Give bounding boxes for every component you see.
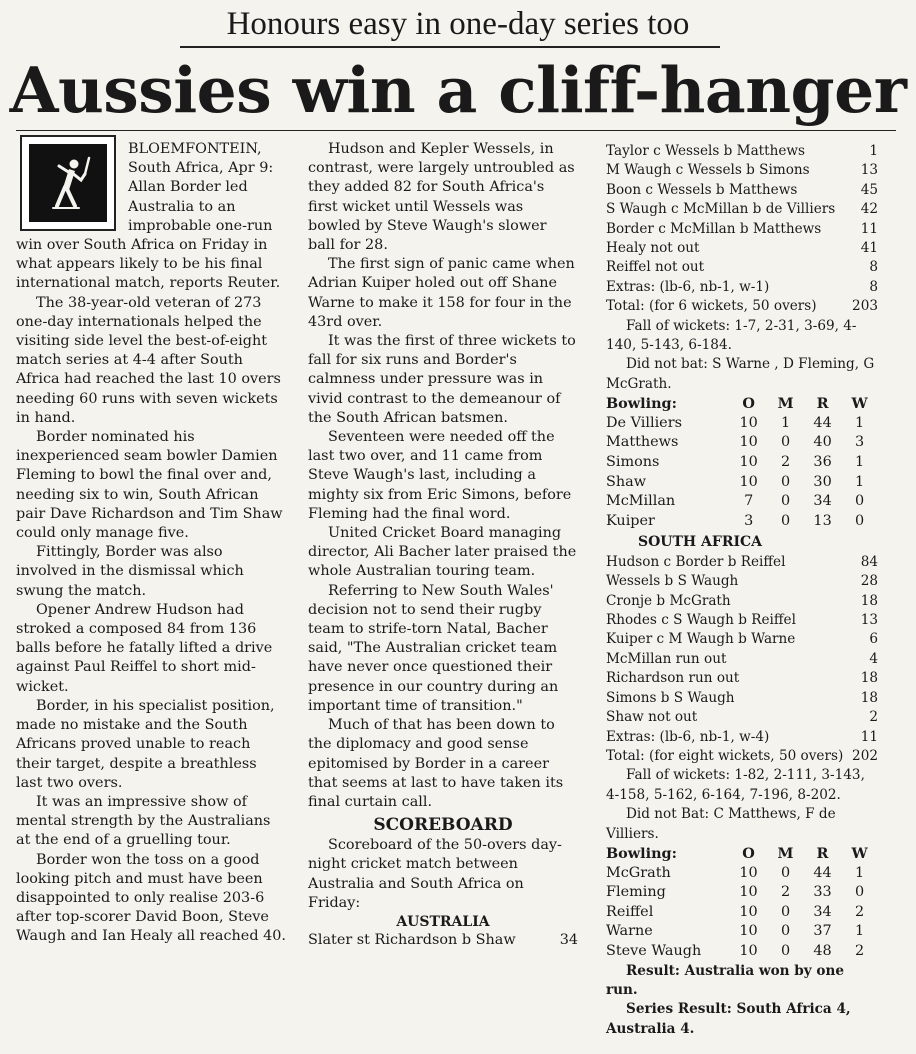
fall-of-wickets: Fall of wickets: 1-82, 2-111, 3-143, 4-158, 5-162, 6-164, 7-196, 8-202. bbox=[606, 767, 865, 803]
batsman-name: Total: (for 6 wickets, 50 overs) bbox=[606, 298, 817, 315]
scoreboard-column bbox=[606, 142, 878, 1039]
batting-row bbox=[606, 669, 878, 688]
batsman-runs: 45 bbox=[860, 181, 878, 198]
batsman-name: Cronje b McGrath bbox=[606, 592, 731, 609]
bowling-cell: 2 bbox=[854, 903, 865, 920]
article-paragraph: The first sign of panic came when Adrian Kuiper holed out off Shane Warne to make it 158 for four in the 43rd over. bbox=[308, 256, 575, 330]
batting-row bbox=[606, 689, 878, 708]
bowling-cell: Simons bbox=[606, 454, 660, 471]
bowling-cell: 3 bbox=[744, 512, 754, 529]
bowling-cell: 10 bbox=[739, 414, 758, 431]
batsman-runs: 18 bbox=[860, 670, 878, 687]
bowling-header-cell: M bbox=[777, 844, 794, 862]
batsman-name: Border c McMillan b Matthews bbox=[606, 220, 822, 237]
kicker-underline bbox=[180, 46, 720, 48]
batsman-runs: 4 bbox=[869, 650, 878, 667]
headline: Aussies win a cliff-hanger bbox=[9, 53, 907, 127]
batsman-runs: 84 bbox=[860, 553, 878, 570]
batsman-name: Rhodes c S Waugh b Reiffel bbox=[606, 612, 796, 629]
bowling-cell: 1 bbox=[854, 454, 865, 471]
did-not-bat: Did not bat: S Warne , D Fleming, G McGrath. bbox=[606, 356, 875, 392]
bowling-cell: 10 bbox=[739, 454, 758, 471]
batsman-runs: 18 bbox=[860, 592, 878, 609]
batsman-name: Kuiper c M Waugh b Warne bbox=[606, 631, 796, 648]
bowling-cell: 0 bbox=[781, 434, 791, 451]
bowling-cell: Matthews bbox=[606, 434, 679, 451]
batting-row bbox=[606, 239, 878, 258]
south-africa-heading: SOUTH AFRICA bbox=[638, 534, 763, 551]
batsman-runs: 42 bbox=[860, 201, 878, 218]
batsman-runs: 8 bbox=[869, 278, 878, 295]
bowling-header-cell: Bowling: bbox=[606, 844, 677, 862]
batting-row bbox=[606, 553, 878, 572]
bowling-cell: 10 bbox=[739, 942, 758, 959]
batting-row bbox=[606, 592, 878, 611]
batting-row bbox=[606, 297, 878, 316]
bowling-cell: 48 bbox=[813, 942, 832, 959]
bowling-header-cell: R bbox=[816, 844, 829, 862]
bowling-cell: Warne bbox=[606, 923, 653, 940]
bowling-cell: 1 bbox=[854, 473, 865, 490]
batsman-runs: 11 bbox=[860, 220, 878, 237]
bowling-cell: 0 bbox=[780, 903, 791, 920]
bowling-cell: 33 bbox=[813, 884, 832, 901]
bowling-row bbox=[606, 433, 878, 453]
bowling-cell: 2 bbox=[854, 942, 865, 959]
bowling-cell: 1 bbox=[854, 414, 865, 431]
batsman-name: Simons b S Waugh bbox=[606, 689, 735, 706]
bowling-row bbox=[606, 512, 878, 532]
batsman-runs: 8 bbox=[869, 259, 878, 276]
bowling-cell: 0 bbox=[854, 493, 865, 510]
bowling-cell: 0 bbox=[780, 923, 791, 940]
bowling-row bbox=[606, 473, 878, 493]
batsman-runs: 203 bbox=[852, 298, 878, 315]
bowling-cell: McGrath bbox=[606, 864, 671, 881]
article-paragraph: Border nominated his inexperienced seam bowler Damien Fleming to bowl the final over and, needing six to win, South African pair Dave Richardson and Tim Shaw could only manage five. bbox=[16, 429, 283, 542]
batsman-name: Boon c Wessels b Matthews bbox=[606, 181, 798, 198]
article-paragraph: Border, in his specialist position, made no mistake and the South Africans proved unable to reach their target, despite a breathless last two overs. bbox=[16, 697, 275, 791]
bowling-cell: 0 bbox=[780, 942, 791, 959]
bowling-cell: Fleming bbox=[606, 884, 666, 901]
batting-row bbox=[606, 161, 878, 180]
article-paragraph: The 38-year-old veteran of 273 one-day internationals helped the visiting side level the best-of-eight match series at 4-4 after South Africa had reached the last 10 overs needing 60 runs with seven wickets in hand. bbox=[16, 294, 281, 426]
batsman-name: Richardson run out bbox=[606, 670, 740, 687]
bowling-cell: 0 bbox=[781, 512, 791, 529]
series-result: Series Result: South Africa 4, Australia 4. bbox=[606, 1001, 851, 1037]
article-paragraph: Fittingly, Border was also involved in the dismissal which swung the match. bbox=[16, 544, 244, 599]
bowling-cell: Steve Waugh bbox=[606, 942, 702, 959]
bowling-header-cell: Bowling: bbox=[606, 395, 677, 413]
batting-row bbox=[606, 630, 878, 649]
bowling-cell: 36 bbox=[813, 454, 832, 471]
batting-row bbox=[606, 708, 878, 727]
scoreboard-heading: SCOREBOARD bbox=[373, 815, 513, 836]
bowling-cell: 10 bbox=[739, 923, 758, 940]
batting-row bbox=[606, 278, 878, 297]
bowling-cell: 44 bbox=[813, 864, 832, 881]
article-paragraph: It was the first of three wickets to fall for six runs and Border's calmness under pressure was in vivid contrast to the demeanour of the South African batsmen. bbox=[308, 333, 576, 426]
batsman-runs: 34 bbox=[559, 931, 578, 948]
batsman-runs: 1 bbox=[869, 143, 878, 159]
bowling-cell: 2 bbox=[781, 454, 791, 471]
batsman-runs: 13 bbox=[860, 162, 878, 179]
scoreboard-intro: Scoreboard of the 50-overs day-night cricket match between Australia and South Africa on Friday: bbox=[308, 837, 562, 911]
article-paragraph: It was an impressive show of mental strength by the Australians at the end of a gruelling tour. bbox=[16, 793, 271, 849]
article-paragraph: Referring to New South Wales' decision not to send their rugby team to strife-torn Natal, Bacher said, "The Australian cricket team have never once questioned their presence in our country during an important time of transition." bbox=[308, 582, 559, 714]
batsman-runs: 11 bbox=[860, 728, 878, 745]
bowling-cell: Shaw bbox=[606, 473, 647, 490]
bowling-cell: 34 bbox=[813, 493, 832, 510]
batting-row bbox=[606, 747, 878, 766]
bowling-row bbox=[606, 883, 878, 903]
fall-of-wickets: Fall of wickets: 1-7, 2-31, 3-69, 4-140, 5-143, 6-184. bbox=[606, 317, 857, 354]
bowling-header-cell: W bbox=[851, 844, 868, 862]
article-paragraph: Hudson and Kepler Wessels, in contrast, were largely untroubled as they added 82 for South Africa's first wicket until Wessels was bowled by Steve Waugh's slower ball for 28. bbox=[308, 141, 575, 254]
batsman-name: Slater st Richardson b Shaw bbox=[308, 931, 516, 948]
article-paragraph: BLOEMFONTEIN, South Africa, Apr 9: Allan Border led Australia to an improbable one-run win over South Africa on Friday in what appears likely to be his final international match, reports Reuter. bbox=[16, 141, 281, 292]
bowling-cell: Kuiper bbox=[606, 512, 655, 529]
batsman-name: Wessels b S Waugh bbox=[606, 573, 739, 590]
batsman-name: Extras: (lb-6, nb-1, w-1) bbox=[606, 278, 770, 295]
bowling-cell: 1 bbox=[781, 414, 791, 431]
bowling-cell: 7 bbox=[744, 493, 754, 510]
bowling-cell: 0 bbox=[781, 493, 791, 510]
bowling-cell: 1 bbox=[854, 923, 865, 940]
bowling-cell: 10 bbox=[739, 434, 758, 451]
batting-row bbox=[606, 142, 878, 161]
bowling-row bbox=[606, 922, 878, 942]
bowling-cell: 2 bbox=[780, 884, 791, 901]
batsman-name: S Waugh c McMillan b de Villiers bbox=[606, 201, 836, 218]
bowling-cell: De Villiers bbox=[606, 414, 682, 431]
batsman-runs: 13 bbox=[860, 612, 878, 629]
bowling-row bbox=[606, 942, 878, 962]
article-paragraph: Seventeen were needed off the last two over, and 11 came from Steve Waugh's last, including a mighty six from Eric Simons, before Fleming had the final word. bbox=[308, 429, 572, 522]
kicker: Honours easy in one-day series too bbox=[226, 6, 690, 42]
bowling-cell: 44 bbox=[813, 414, 832, 431]
batsman-name: Shaw not out bbox=[606, 709, 698, 726]
bowling-header-cell: O bbox=[742, 844, 755, 862]
bowling-cell: 37 bbox=[813, 923, 832, 940]
batsman-name: Reiffel not out bbox=[606, 259, 705, 276]
batsman-runs: 41 bbox=[860, 240, 878, 257]
article-paragraph: United Cricket Board managing director, Ali Bacher later praised the whole Australian touring team. bbox=[308, 525, 577, 580]
batting-row bbox=[606, 611, 878, 630]
batsman-runs: 28 bbox=[860, 573, 878, 590]
bowling-header-cell: M bbox=[777, 395, 794, 413]
did-not-bat: Did not Bat: C Matthews, F de Villiers. bbox=[606, 806, 836, 842]
batsman-name: Healy not out bbox=[606, 240, 700, 257]
batsman-name: M Waugh c Wessels b Simons bbox=[606, 162, 810, 179]
batting-row bbox=[308, 931, 578, 950]
bowling-cell: 0 bbox=[854, 512, 865, 529]
australia-heading: AUSTRALIA bbox=[396, 913, 490, 930]
batting-row bbox=[606, 258, 878, 277]
batsman-runs: 2 bbox=[869, 709, 878, 726]
bowling-cell: 34 bbox=[813, 903, 832, 920]
bowling-row bbox=[606, 453, 878, 473]
batting-row bbox=[606, 650, 878, 669]
bowling-cell: 10 bbox=[739, 473, 758, 490]
article-paragraph: Opener Andrew Hudson had stroked a composed 84 from 136 balls before he fatally lifted a drive against Paul Reiffel to short mid-wicket. bbox=[16, 601, 273, 695]
article-column-1 bbox=[16, 140, 286, 947]
bowling-cell: 40 bbox=[813, 434, 832, 451]
bowling-cell: McMillan bbox=[606, 493, 676, 510]
bowling-cell: Reiffel bbox=[606, 903, 654, 920]
bowling-row bbox=[606, 903, 878, 923]
bowling-row bbox=[606, 864, 878, 884]
bowling-row bbox=[606, 414, 878, 434]
batsman-name: Hudson c Border b Reiffel bbox=[606, 553, 786, 570]
batsman-runs: 202 bbox=[852, 747, 878, 764]
batsman-name: McMillan run out bbox=[606, 650, 727, 667]
bowling-cell: 10 bbox=[739, 884, 758, 901]
bowling-cell: 10 bbox=[739, 903, 758, 920]
bowling-row bbox=[606, 492, 878, 512]
batsman-runs: 6 bbox=[869, 631, 878, 648]
match-result: Result: Australia won by one run. bbox=[606, 962, 844, 998]
bowling-cell: 30 bbox=[813, 473, 832, 490]
bowling-cell: 0 bbox=[781, 473, 791, 490]
bowling-header-cell: R bbox=[816, 395, 829, 413]
article-column-2 bbox=[308, 140, 578, 950]
batting-row bbox=[606, 200, 878, 219]
batting-row bbox=[606, 572, 878, 591]
batsman-name: Extras: (lb-6, nb-1, w-4) bbox=[606, 728, 770, 745]
bowling-cell: 1 bbox=[854, 864, 865, 881]
bowling-header-cell: W bbox=[851, 395, 868, 413]
bowling-cell: 0 bbox=[780, 864, 791, 881]
batting-row bbox=[606, 728, 878, 747]
article-paragraph: Border won the toss on a good looking pitch and must have been disappointed to only realise 203-6 after top-scorer David Boon, Steve Waugh and Ian Healy all reached 40. bbox=[16, 851, 286, 945]
batting-row bbox=[606, 181, 878, 200]
bowling-cell: 3 bbox=[854, 434, 865, 451]
batsman-name: Taylor c Wessels b Matthews bbox=[606, 143, 806, 159]
bowling-cell: 10 bbox=[739, 864, 758, 881]
headline-rule bbox=[16, 130, 896, 131]
batsman-name: Total: (for eight wickets, 50 overs) bbox=[606, 747, 844, 764]
bowling-header-cell: O bbox=[742, 395, 755, 413]
batting-row bbox=[606, 220, 878, 239]
article-paragraph: Much of that has been down to the diplomacy and good sense epitomised by Border in a career that seems at last to have taken its final curtain call. bbox=[308, 717, 564, 810]
bowling-table bbox=[606, 394, 878, 531]
batsman-runs: 18 bbox=[860, 689, 878, 706]
bowling-table bbox=[606, 844, 878, 962]
bowling-cell: 0 bbox=[854, 884, 865, 901]
bowling-cell: 13 bbox=[813, 512, 832, 529]
